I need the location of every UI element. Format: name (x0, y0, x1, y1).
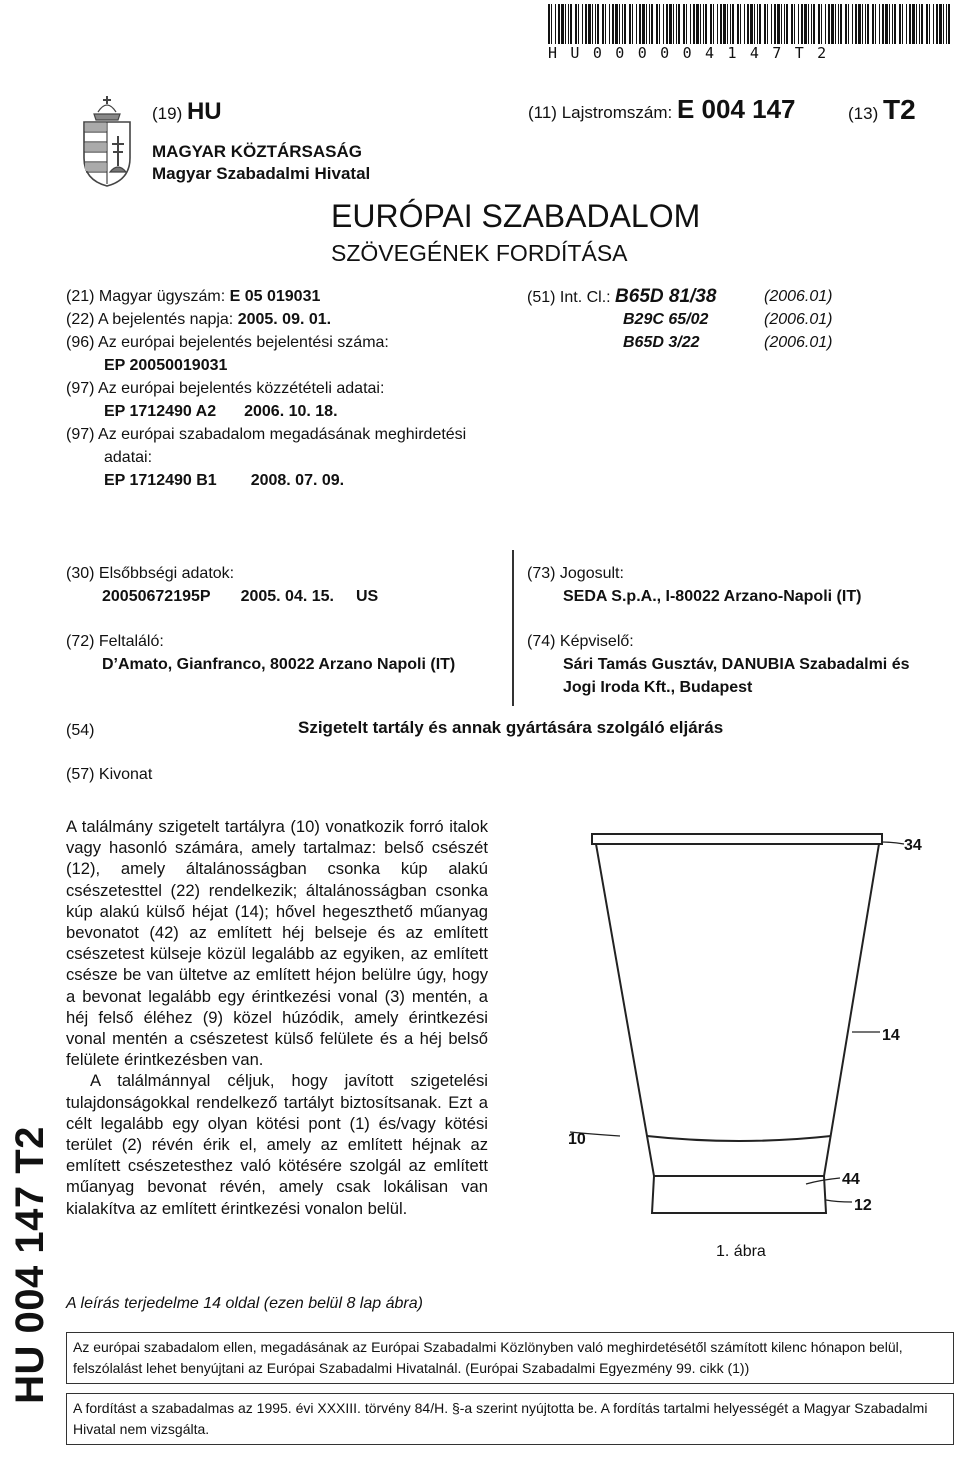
inventor-data: (72) Feltaláló: D’Amato, Gianfranco, 80022 Arzano Napoli (IT) (66, 633, 456, 673)
barcode-bar (588, 4, 591, 44)
barcode-bar (889, 4, 890, 44)
label-34: 34 (904, 837, 922, 854)
barcode-bar (912, 4, 915, 44)
barcode-bar (582, 4, 583, 44)
barcode-bar (786, 4, 788, 44)
barcode-bar (592, 4, 593, 44)
barcode-bar (759, 4, 761, 44)
barcode-bar (882, 4, 884, 44)
barcode-bar (801, 4, 803, 44)
extent-note: A leírás terjedelme 14 oldal (ezen belül 8 lap ábra) (66, 1295, 423, 1312)
barcode-bar (879, 4, 880, 44)
barcode-bar (926, 4, 928, 44)
barcode-bar (916, 4, 917, 44)
barcode-bar (720, 4, 722, 44)
barcode-bar (673, 4, 674, 44)
barcode-bar (624, 4, 626, 44)
barcode-bar (906, 4, 907, 44)
cup-figure (540, 818, 940, 1238)
hungarian-coat-of-arms-icon (76, 92, 138, 188)
barcode-bar (798, 4, 799, 44)
barcode-bar (558, 4, 560, 44)
barcode-bar (808, 4, 809, 44)
barcode-bar (899, 4, 901, 44)
opposition-notice: Az európai szabadalom ellen, megadásának az Európai Szabadalmi Közlönyben való meghirdetésétől számított kilenc hónapon belül, felszólalást lehet benyújtani az Európai Szabadalmi Hivatalnál. (Európai Szabadalmi Egyezmény 99. cikk (1)) (66, 1332, 954, 1384)
barcode-bar (894, 4, 896, 44)
barcode-bar (855, 4, 857, 44)
barcode-bar (781, 4, 782, 44)
barcode-bar (548, 4, 550, 44)
barcode-bar (828, 4, 830, 44)
barcode-bar (609, 4, 610, 44)
barcode-bar (757, 4, 758, 44)
barcode-bar (622, 4, 623, 44)
representative-data: (74) Képviselő: Sári Tamás Gusztáv, DANUBIA Szabadalmi és Jogi Iroda Kft., Budapest (527, 633, 910, 696)
barcode-bar (568, 4, 569, 44)
barcode-bar (732, 4, 734, 44)
barcode-bar (663, 4, 664, 44)
barcode-bar (848, 4, 849, 44)
column-divider (512, 550, 514, 706)
barcode-bar (703, 4, 704, 44)
barcode-bar (602, 4, 604, 44)
barcode-bar (946, 4, 947, 44)
barcode-bar (615, 4, 618, 44)
barcode-bar (811, 4, 812, 44)
barcode-bar (676, 4, 677, 44)
barcode-bar (690, 4, 691, 44)
barcode-bar (774, 4, 776, 44)
barcode-bar (821, 4, 822, 44)
document-title: EURÓPAI SZABADALOM (331, 198, 701, 234)
barcode-bar (595, 4, 596, 44)
barcode-bar (555, 4, 556, 44)
barcode-bar (646, 4, 647, 44)
side-document-number: HU 004 147 T2 (8, 1126, 52, 1404)
barcode-bar (804, 4, 807, 44)
barcode-bar (659, 4, 660, 44)
barcode-bar (678, 4, 680, 44)
barcode-bar (919, 4, 920, 44)
barcode-bar (791, 4, 793, 44)
barcode-bar (730, 4, 731, 44)
bibliographic-data: (21) Magyar ügyszám: E 05 019031 (22) A bejelentés napja: 2005. 09. 01. (96) Az európai bejelentés bejelentési száma: EP 20050019031 (97) Az európai bejelentés közzétételi adatai: EP 1712490 A2 2006. 10. 18. (97) Az európai szabadalom megadásának meghirdetési adatai: EP 1712490 B1 2008. 07. 09. (66, 288, 467, 489)
barcode-bar (686, 4, 687, 44)
registration-number: (11) Lajstromszám: E 004 147 (528, 94, 796, 124)
country-code: (19) HU (152, 98, 222, 125)
barcode-bar (727, 4, 728, 44)
barcode-bar (845, 4, 847, 44)
barcode-bar (585, 4, 587, 44)
barcode-bar (744, 4, 745, 44)
cup-base (652, 1176, 826, 1213)
figure-caption: 1. ábra (716, 1243, 766, 1260)
barcode-bar (561, 4, 564, 44)
barcode-bar (737, 4, 739, 44)
barcode-bar (710, 4, 712, 44)
barcode-bar (862, 4, 863, 44)
barcode-bar (656, 4, 658, 44)
barcode-bar (669, 4, 672, 44)
title-label: (54) (66, 722, 95, 739)
barcode-bar (885, 4, 888, 44)
barcode-bar (700, 4, 701, 44)
barcode-text: HU000004147T2 (548, 44, 840, 62)
barcode-bar (909, 4, 911, 44)
barcode-bar (831, 4, 834, 44)
label-14: 14 (882, 1027, 900, 1044)
barcode-bar (835, 4, 836, 44)
barcode-bar (929, 4, 930, 44)
barcode-bar (825, 4, 826, 44)
barcode-bar (939, 4, 942, 44)
barcode-bar (840, 4, 842, 44)
barcode-bar (642, 4, 645, 44)
document-subtitle: SZÖVEGÉNEK FORDÍTÁSA (331, 240, 628, 266)
barcode-bar (693, 4, 695, 44)
barcode-bar (705, 4, 707, 44)
barcode-bar (565, 4, 566, 44)
barcode-bar (813, 4, 815, 44)
ipc-classification: (51) Int. Cl.: B65D 81/38 (2006.01) B29C 65/02 (2006.01) B65D 3/22 (2006.01) (527, 286, 833, 351)
barcode-bar (838, 4, 839, 44)
barcode-bar (575, 4, 577, 44)
label-10: 10 (568, 1131, 586, 1148)
kind-code: (13) T2 (848, 94, 916, 125)
barcode-bar (948, 4, 950, 44)
barcode-bar (902, 4, 903, 44)
barcode-bar (818, 4, 820, 44)
barcode-bar (747, 4, 749, 44)
barcode-bar (612, 4, 614, 44)
barcode-bar (858, 4, 861, 44)
label-44: 44 (842, 1171, 860, 1188)
barcode-bar (936, 4, 938, 44)
barcode-bar (784, 4, 785, 44)
abstract-text (66, 816, 488, 1219)
barcode-bar (723, 4, 726, 44)
barcode-bar (636, 4, 637, 44)
barcode-bar (771, 4, 772, 44)
barcode-bar (852, 4, 853, 44)
barcode-bar (777, 4, 780, 44)
barcode-bar (683, 4, 685, 44)
cup-rim (592, 834, 882, 844)
barcode-bar (717, 4, 718, 44)
barcode-bar (619, 4, 620, 44)
barcode-bar (943, 4, 944, 44)
barcode (548, 4, 954, 44)
barcode-bar (754, 4, 755, 44)
barcode-bar (597, 4, 599, 44)
barcode-bar (551, 4, 552, 44)
office-name: Magyar Szabadalmi Hivatal (152, 164, 371, 183)
barcode-bar (794, 4, 795, 44)
barcode-bar (651, 4, 653, 44)
barcode-bar (570, 4, 572, 44)
barcode-bar (933, 4, 934, 44)
barcode-bar (875, 4, 876, 44)
barcode-bar (696, 4, 699, 44)
barcode-bar (666, 4, 668, 44)
barcode-bar (713, 4, 714, 44)
barcode-bar (867, 4, 869, 44)
invention-title: Szigetelt tartály és annak gyártására szolgáló eljárás (298, 718, 724, 737)
barcode-bar (750, 4, 753, 44)
priority-data: (30) Elsőbbségi adatok: 20050672195P 2005. 04. 15. US (66, 565, 379, 605)
cup-shell (596, 844, 879, 1176)
barcode-bar (578, 4, 579, 44)
abstract-paragraph: A találmány szigetelt tartályra (10) vonatkozik forró italok vagy hasonló számára, amely tartalmaz: belső csészét (12), amely általánosságban csonka kúp alakú csészetesttel (22) rendelkezik; általánosságban csonka kúp alakú külső héjat (14); hővel hegeszthető műanyag bevonatot (42) az említett héj belseje és az említett csészetest külseje közül legalább az egyiken, az említett csésze be van ültetve az említett héjon belülre úgy, hogy a bevonat legalább egy érintkezési vonal (3) mentén, a héj felső éléhez (9) közel húzódik, amely érintkezési vonal mentén a csészetest külső felülete és a héj belső felülete érintkezésben van. (66, 817, 488, 1070)
abstract-paragraph: A találmánnyal céljuk, hogy javított szigetelési tulajdonságokkal rendelkező tartályt biztosítsanak. Ezt a célt legalább egy olyan kötési pont (1) és/vagy kötési terület (2) révén érik el, amely az említett héjnak az említett csészetesthez való kötésére szolgál az említett műanyag bevonat révén, amely csak lokálisan van kialakítva az említett érintkezési vonalon belül. (66, 1071, 488, 1218)
label-12: 12 (854, 1197, 872, 1214)
barcode-bar (639, 4, 641, 44)
proprietor-data: (73) Jogosult: SEDA S.p.A., I-80022 Arzano-Napoli (IT) (527, 565, 862, 605)
barcode-bar (767, 4, 768, 44)
barcode-bar (865, 4, 866, 44)
barcode-bar (629, 4, 631, 44)
barcode-bar (605, 4, 606, 44)
country-name: MAGYAR KÖZTÁRSASÁG (152, 142, 362, 161)
barcode-bar (892, 4, 893, 44)
barcode-bar (740, 4, 741, 44)
shell-bottom-edge (647, 1136, 831, 1141)
barcode-bar (632, 4, 633, 44)
barcode-bar (764, 4, 766, 44)
barcode-bar (921, 4, 923, 44)
barcode-bar (649, 4, 650, 44)
abstract-label: (57) Kivonat (66, 766, 153, 783)
barcode-bar (872, 4, 874, 44)
translation-notice: A fordítást a szabadalmas az 1995. évi XXXIII. törvény 84/H. §-a szerint nyújtotta be. A fordítás tartalmi helyességét a Magyar Szabadalmi Hivatal nem vizsgálta. (66, 1393, 954, 1445)
